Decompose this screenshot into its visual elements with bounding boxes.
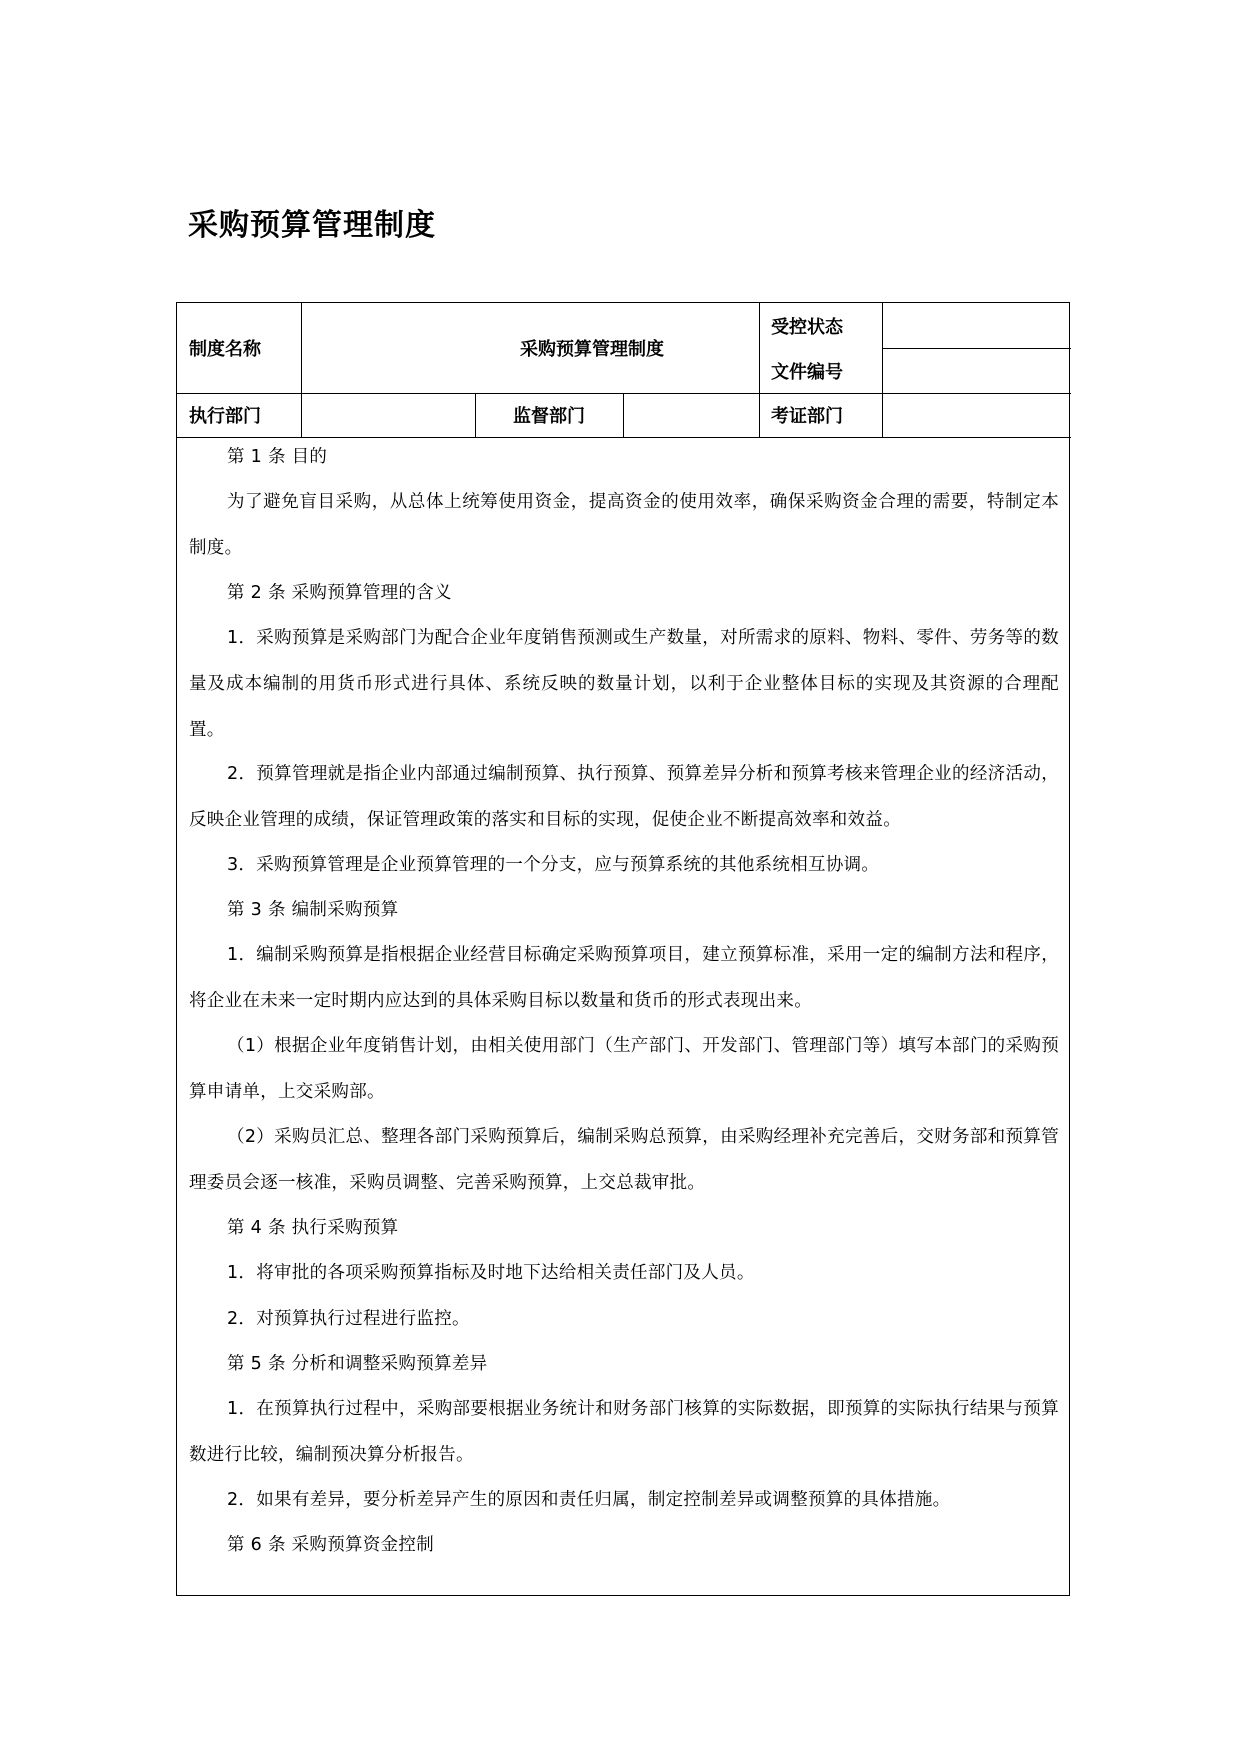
- article-heading: 第 4 条 执行采购预算: [227, 1218, 399, 1238]
- article-heading: 第 3 条 编制采购预算: [227, 900, 399, 920]
- paragraph: 1．将审批的各项采购预算指标及时地下达给相关责任部门及人员。: [227, 1263, 755, 1283]
- paragraph: 2．如果有差异，要分析差异产生的原因和责任归属，制定控制差异或调整预算的具体措施。: [227, 1490, 951, 1510]
- paragraph: （1）根据企业年度销售计划，由相关使用部门（生产部门、开发部门、管理部门等）填写本部门的采购预算申请单，上交采购部。: [189, 1036, 1059, 1102]
- control-status-value[interactable]: [887, 303, 1067, 348]
- paragraph: 3．采购预算管理是企业预算管理的一个分支，应与预算系统的其他系统相互协调。: [227, 855, 880, 875]
- paragraph: 2．对预算执行过程进行监控。: [227, 1309, 470, 1329]
- article-heading: 第 5 条 分析和调整采购预算差异: [227, 1354, 488, 1374]
- verify-dept-label: 考证部门: [771, 406, 843, 427]
- supervise-dept-value[interactable]: [629, 393, 757, 437]
- paragraph: 1．采购预算是采购部门为配合企业年度销售预测或生产数量，对所需求的原料、物料、零件、劳务等的数量及成本编制的用货币形式进行具体、系统反映的数量计划，以利于企业整体目标的实现及其资源的合理配置。: [189, 628, 1059, 740]
- paragraph: 1．编制采购预算是指根据企业经营目标确定采购预算项目，建立预算标准，采用一定的编制方法和程序，将企业在未来一定时期内应达到的具体采购目标以数量和货币的形式表现出来。: [189, 945, 1059, 1011]
- system-name-label: 制度名称: [189, 339, 261, 360]
- exec-dept-value[interactable]: [307, 393, 473, 437]
- paragraph: 1．在预算执行过程中，采购部要根据业务统计和财务部门核算的实际数据，即预算的实际执行结果与预算数进行比较，编制预决算分析报告。: [189, 1399, 1059, 1465]
- paragraph: （2）采购员汇总、整理各部门采购预算后，编制采购总预算，由采购经理补充完善后，交财务部和预算管理委员会逐一核准，采购员调整、完善采购预算，上交总裁审批。: [189, 1127, 1059, 1193]
- exec-dept-label: 执行部门: [189, 406, 261, 427]
- article-heading: 第 2 条 采购预算管理的含义: [227, 583, 452, 603]
- control-status-label: 受控状态: [771, 316, 843, 338]
- paragraph: 2．预算管理就是指企业内部通过编制预算、执行预算、预算差异分析和预算考核来管理企业的经济活动，反映企业管理的成绩，保证管理政策的落实和目标的实现，促使企业不断提高效率和效益。: [189, 764, 1059, 830]
- file-number-label: 文件编号: [771, 361, 843, 383]
- article-heading: 第 6 条 采购预算资金控制: [227, 1535, 435, 1555]
- system-table: [176, 302, 1070, 1596]
- file-number-value[interactable]: [887, 348, 1067, 393]
- paragraph: 为了避免盲目采购，从总体上统筹使用资金，提高资金的使用效率，确保采购资金合理的需要，特制定本制度。: [189, 492, 1059, 558]
- col-divider: [623, 393, 624, 437]
- system-name-value: 采购预算管理制度: [520, 339, 664, 360]
- supervise-dept-label: 监督部门: [513, 406, 585, 427]
- verify-dept-value[interactable]: [887, 393, 1067, 437]
- article-heading: 第 1 条 目的: [227, 447, 328, 467]
- page-title: 采购预算管理制度: [188, 208, 436, 243]
